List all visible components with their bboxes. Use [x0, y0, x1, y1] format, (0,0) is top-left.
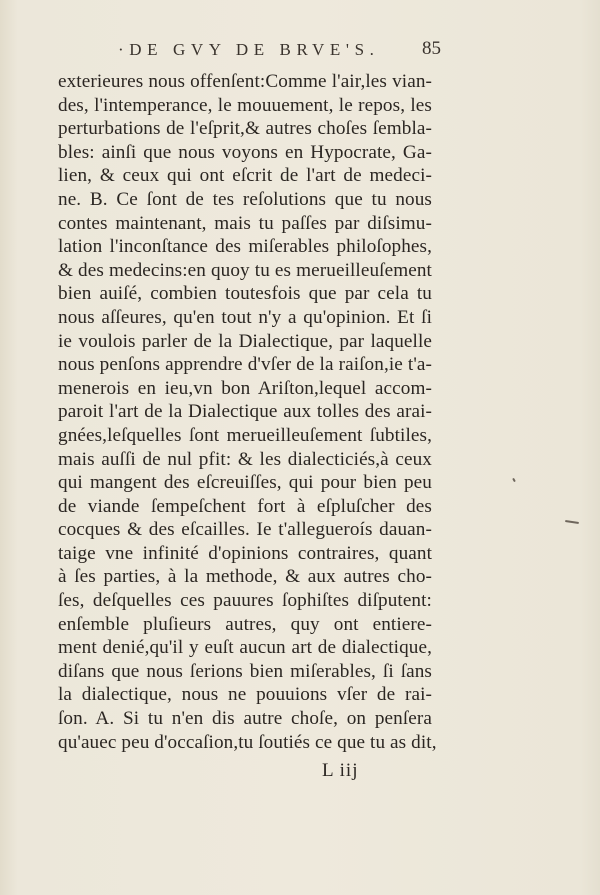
- body-text: [58, 70, 437, 754]
- text-line: mais auſſi de nul pfit: & les dialecticiés,à ceux: [58, 448, 432, 470]
- margin-ink-speck: [512, 478, 516, 482]
- signature-mark: L iij: [322, 760, 359, 781]
- text-line: des, l'intemperance, le mouuement, le repos, les: [58, 94, 432, 116]
- text-line: ne. B. Ce ſont de tes reſolutions que tu nous: [58, 188, 432, 210]
- page-number: 85: [422, 38, 441, 59]
- text-line: nous penſons apprendre d'vſer de la raiſon,ie t'a-: [58, 354, 432, 376]
- page-header: [0, 40, 600, 64]
- text-line: gnées,leſquelles ſont merueilleuſement ſubtiles,: [58, 424, 432, 446]
- text-line: à ſes parties, à la methode, & aux autres cho-: [58, 566, 432, 588]
- margin-ink-speck: [565, 520, 579, 524]
- running-head: ·DE GVY DE BRVE'S.: [118, 40, 380, 59]
- text-line: la dialectique, nous ne pouuions vſer de rai-: [58, 684, 432, 706]
- text-line: diſans que nous ſerions bien miſerables, ſi ſans: [58, 660, 432, 682]
- text-line: qu'auec peu d'occaſion,tu ſoutiés ce que tu as dit,: [58, 731, 437, 753]
- text-line: bles: ainſi que nous voyons en Hypocrate, Ga-: [58, 141, 432, 163]
- text-line: menerois en ieu,vn bon Ariſton,lequel accom-: [58, 377, 432, 399]
- text-line: lation l'inconſtance des miſerables philoſophes,: [58, 236, 432, 258]
- text-line: ſon. A. Si tu n'en dis autre choſe, on penſera: [58, 708, 432, 730]
- text-line: cocques & des eſcailles. Ie t'allegueroís dauan-: [58, 519, 432, 541]
- text-line: ſes, deſquelles ces pauures ſophiſtes diſputent:: [58, 590, 432, 612]
- text-line: qui mangent des eſcreuiſſes, qui pour bien peu: [58, 472, 432, 494]
- text-line: taige vne infinité d'opinions contraires, quant: [58, 542, 432, 564]
- text-line: enſemble pluſieurs autres, quy ont entiere-: [58, 613, 432, 635]
- text-line: nous aſſeures, qu'en tout n'y a qu'opinion. Et ſi: [58, 306, 432, 328]
- text-line: perturbations de l'eſprit,& autres choſes ſembla-: [58, 118, 432, 140]
- text-line: exterieures nous offenſent:Comme l'air,les vian-: [58, 71, 432, 92]
- text-line: ment denié,qu'il y euſt aucun art de dialectique,: [58, 637, 432, 659]
- text-line: & des medecins:en quoy tu es merueilleuſement: [58, 259, 432, 281]
- text-line: contes maintenant, mais tu paſſes par diſsimu-: [58, 212, 432, 234]
- text-line: de viande ſempeſchent fort à eſpluſcher des: [58, 495, 432, 517]
- text-line: ie voulois parler de la Dialectique, par laquelle: [58, 330, 432, 352]
- text-line: lien, & ceux qui ont eſcrit de l'art de medeci-: [58, 165, 432, 187]
- text-line: paroit l'art de la Dialectique aux tolles des arai-: [58, 401, 432, 423]
- text-line: bien auiſé, combien toutesfois que par cela tu: [58, 283, 432, 305]
